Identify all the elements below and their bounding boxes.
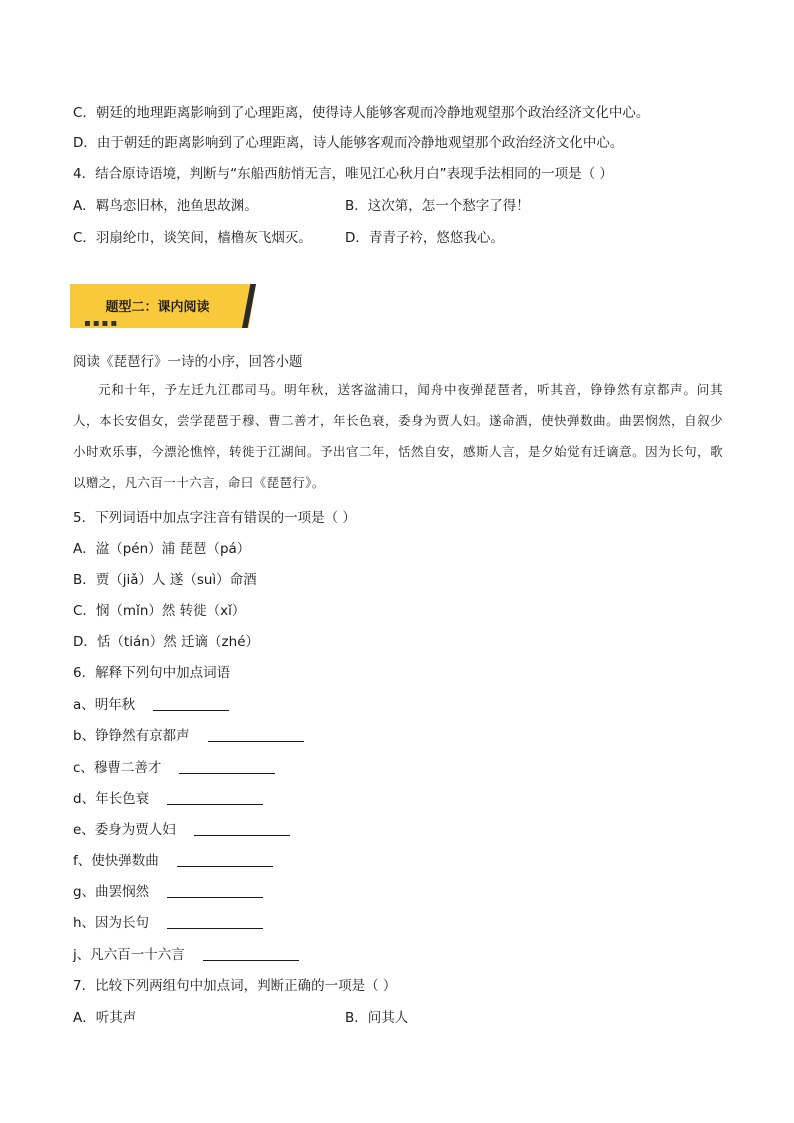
q6-item <box>73 820 290 840</box>
reading-passage: 元和十年，予左迁九江郡司马。明年秋，送客湓浦口，闻舟中夜弹琵琶者，听其音，铮铮然有京都声。问其人，本长安倡女，尝学琵琶于穆、曹二善才，年长色衰，委身为贾人妇。遂命酒，使快弹数曲。曲罢悯然，自叙少小时欢乐事，今漂沦憔悴，转徙于江湖间。予出官二年，恬然自安，感斯人言，是夕始觉有迁谪意。因为长句，歌以赠之，凡六百一十六言，命曰《琵琶行》。 <box>73 382 723 490</box>
banner-dots: ▪▪▪▪ <box>84 318 120 329</box>
q4-option-c: C．羽扇纶巾，谈笑间，樯橹灰飞烟灭。 <box>73 230 312 246</box>
q6-item <box>73 882 263 902</box>
q6-item <box>73 726 304 746</box>
q6-item-label: d、年长色衰 <box>73 791 150 807</box>
q6-item <box>73 695 229 715</box>
answer-blank[interactable] <box>167 883 263 898</box>
q6-item-label: j、凡六百一十六言 <box>73 947 185 963</box>
q7-stem: 7．比较下列两组句中加点词，判断正确的一项是（ ） <box>73 978 397 994</box>
answer-blank[interactable] <box>153 696 229 711</box>
q5-stem: 5．下列词语中加点字注音有错误的一项是（ ） <box>73 510 356 526</box>
q4-option-d: D．青青子衿，悠悠我心。 <box>345 230 504 246</box>
q6-item <box>73 758 275 778</box>
q7-option-a: A．听其声 <box>73 1010 137 1026</box>
answer-blank[interactable] <box>167 914 263 929</box>
answer-blank[interactable] <box>179 759 275 774</box>
q6-item-label: f、使快弹数曲 <box>73 853 159 869</box>
q5-option-c: C．悯（mǐn）然 转徙（xǐ） <box>73 603 246 619</box>
q3-option-d: D．由于朝廷的距离影响到了心理距离，诗人能够客观而冷静地观望那个政治经济文化中心。 <box>73 135 624 151</box>
reading-intro: 阅读《琵琶行》一诗的小序，回答小题 <box>73 354 303 370</box>
q6-item-label: h、因为长句 <box>73 915 150 931</box>
q7-option-b: B．问其人 <box>345 1010 409 1026</box>
answer-blank[interactable] <box>208 727 304 742</box>
q6-item <box>73 945 299 965</box>
q6-item-label: b、铮铮然有京都声 <box>73 728 190 744</box>
answer-blank[interactable] <box>194 821 290 836</box>
q4-stem: 4．结合原诗语境，判断与“东船西舫悄无言，唯见江心秋月白”表现手法相同的一项是（ ） <box>73 166 613 182</box>
q5-option-a: A．湓（pén）浦 琵琶（pá） <box>73 541 251 557</box>
q5-option-b: B．贾（jiǎ）人 遂（suì）命酒 <box>73 572 257 588</box>
section-title: 题型二：课内阅读 <box>105 300 210 315</box>
answer-blank[interactable] <box>167 790 263 805</box>
q6-item <box>73 851 273 871</box>
q5-option-d: D．恬（tián）然 迁谪（zhé） <box>73 634 260 650</box>
q3-option-c: C．朝廷的地理距离影响到了心理距离，使得诗人能够客观而冷静地观望那个政治经济文化中心。 <box>73 105 650 121</box>
q6-item-label: e、委身为贾人妇 <box>73 822 176 838</box>
q6-stem: 6．解释下列句中加点词语 <box>73 665 231 681</box>
q4-option-a: A．羁鸟恋旧林，池鱼思故渊。 <box>73 198 258 214</box>
q6-item-label: g、曲罢悯然 <box>73 884 150 900</box>
q6-item <box>73 913 263 933</box>
answer-blank[interactable] <box>203 946 299 961</box>
q4-option-b: B．这次第，怎一个愁字了得！ <box>345 198 530 214</box>
q6-item-label: a、明年秋 <box>73 697 136 713</box>
q6-item-label: c、穆曹二善才 <box>73 760 162 776</box>
section-banner <box>70 284 256 328</box>
answer-blank[interactable] <box>177 852 273 867</box>
q6-item <box>73 789 263 809</box>
